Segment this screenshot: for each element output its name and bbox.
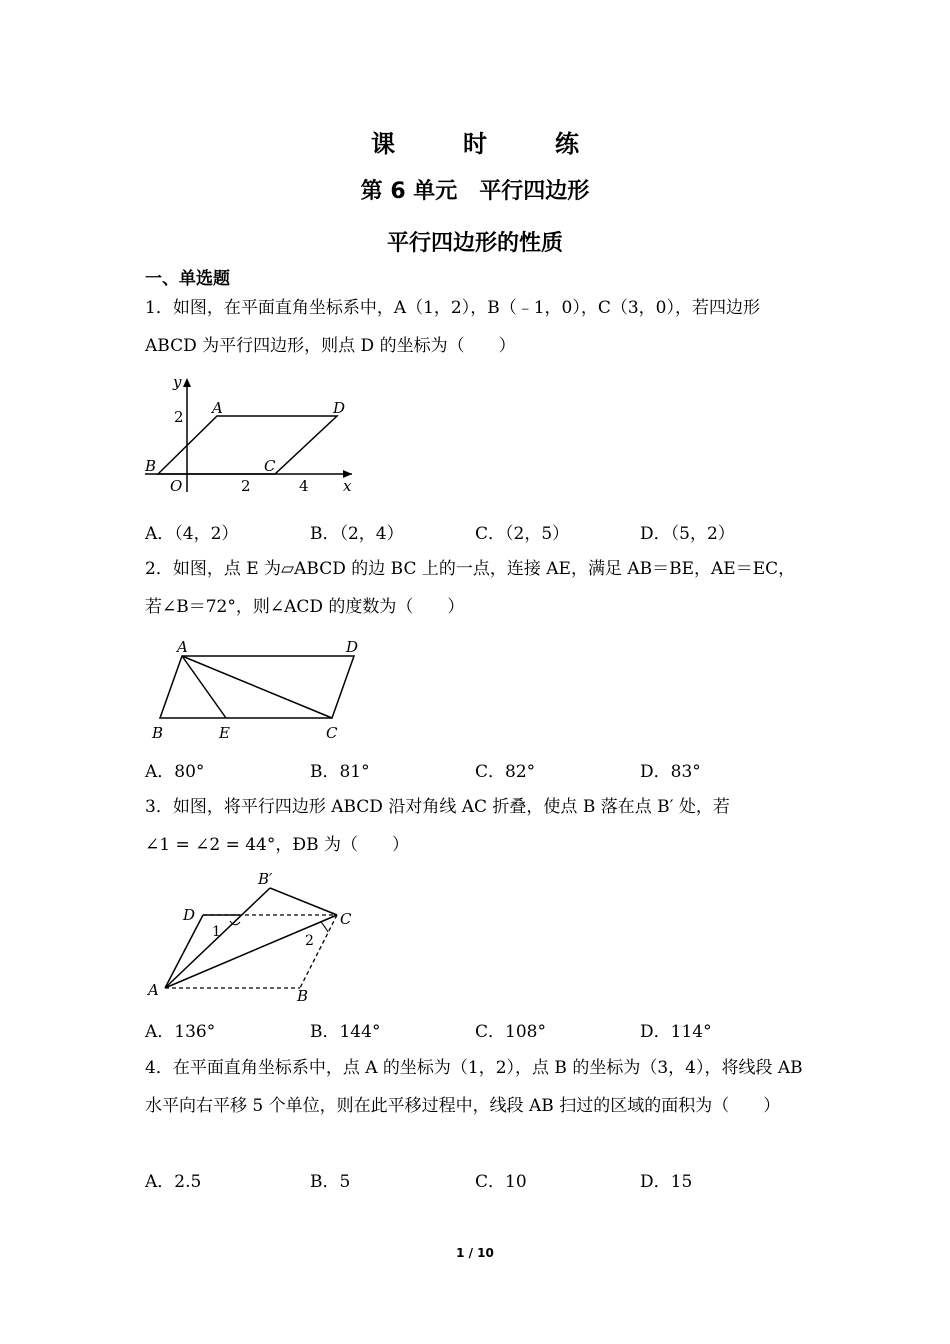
question-1-text: 1．如图，在平面直角坐标系中，A（1，2），B（﹣1，0），C（3，0），若四边形ABCD 为平行四边形，则点 D 的坐标为（ ） <box>145 298 760 356</box>
q1-option-b[interactable]: B．（2，4） <box>310 524 404 544</box>
page-number: 1 / 10 <box>456 1246 494 1260</box>
fig3-angle-2: 2 <box>305 933 314 949</box>
q3-option-b[interactable]: B．144° <box>310 1022 381 1042</box>
question-4-text: 4．在平面直角坐标系中，点 A 的坐标为（1，2），点 B 的坐标为（3，4），将线段 AB 水平向右平移 5 个单位，则在此平移过程中，线段 AB 扫过的区域的面积为（ ） <box>145 1058 803 1116</box>
fig1-tick-2x: 2 <box>241 477 251 495</box>
lesson-title: 平行四边形的性质 <box>386 231 563 256</box>
question-2-figure <box>140 632 370 744</box>
fig1-label-o: O <box>170 477 183 495</box>
question-3-text-line1: 3．如图，将平行四边形 ABCD 沿对角线 AC 折叠，使点 B 落在点 B′ 处，若 <box>145 797 730 817</box>
question-2-options <box>145 757 810 785</box>
fig2-label-b: B <box>152 724 164 742</box>
q3-option-c[interactable]: C．108° <box>475 1022 546 1042</box>
fig2-label-e: E <box>219 724 230 742</box>
fig1-tick-2y: 2 <box>174 408 184 426</box>
fig1-label-c: C <box>264 457 276 475</box>
q1-option-c[interactable]: C．（2，5） <box>475 524 570 544</box>
q4-option-b[interactable]: B．5 <box>310 1172 351 1192</box>
question-4-options <box>145 1167 810 1195</box>
q2-option-d[interactable]: D．83° <box>640 762 701 782</box>
fig3-label-c: C <box>340 910 352 928</box>
question-1-options <box>145 519 810 547</box>
question-3-text-line2: ∠1 = ∠2 = 44°，ÐB 为（ ） <box>145 835 409 855</box>
fig2-label-c: C <box>326 724 338 742</box>
fig2-label-d: D <box>346 638 359 656</box>
q4-option-c[interactable]: C．10 <box>475 1172 527 1192</box>
fig3-label-a: A <box>148 981 159 999</box>
fig1-tick-4x: 4 <box>299 477 309 495</box>
q4-option-a[interactable]: A．2.5 <box>145 1172 202 1192</box>
fig1-label-b: B <box>145 457 157 475</box>
fig1-label-d: D <box>333 399 346 417</box>
q3-option-a[interactable]: A．136° <box>145 1022 216 1042</box>
question-1-figure <box>140 370 365 500</box>
q1-option-a[interactable]: A．（4，2） <box>145 524 239 544</box>
fig2-label-a: A <box>177 638 188 656</box>
q2-option-c[interactable]: C．82° <box>475 762 536 782</box>
q2-option-a[interactable]: A．80° <box>145 762 205 782</box>
fig1-label-y: y <box>173 373 182 391</box>
fig1-label-x: x <box>343 477 352 495</box>
q1-option-d[interactable]: D．（5，2） <box>640 524 735 544</box>
fig1-label-a: A <box>212 399 223 417</box>
question-3-options <box>145 1017 810 1045</box>
fig3-label-d: D <box>183 906 196 924</box>
unit-title: 第 6 单元 平行四边形 <box>360 179 590 204</box>
q4-option-d[interactable]: D．15 <box>640 1172 693 1192</box>
question-3-figure <box>140 868 370 1004</box>
q2-option-b[interactable]: B．81° <box>310 762 370 782</box>
question-2-text: 2．如图，点 E 为▱ABCD 的边 BC 上的一点，连接 AE，满足 AB＝BE，AE＝EC，若∠B＝72°，则∠ACD 的度数为（ ） <box>145 559 796 617</box>
page-heading: 课 时 练 <box>371 130 601 158</box>
fig3-angle-1: 1 <box>212 924 221 940</box>
fig3-label-bprime: B′ <box>258 870 273 888</box>
section-title: 一、单选题 <box>145 269 230 289</box>
q3-option-d[interactable]: D．114° <box>640 1022 712 1042</box>
fig3-label-b: B <box>297 987 309 1004</box>
